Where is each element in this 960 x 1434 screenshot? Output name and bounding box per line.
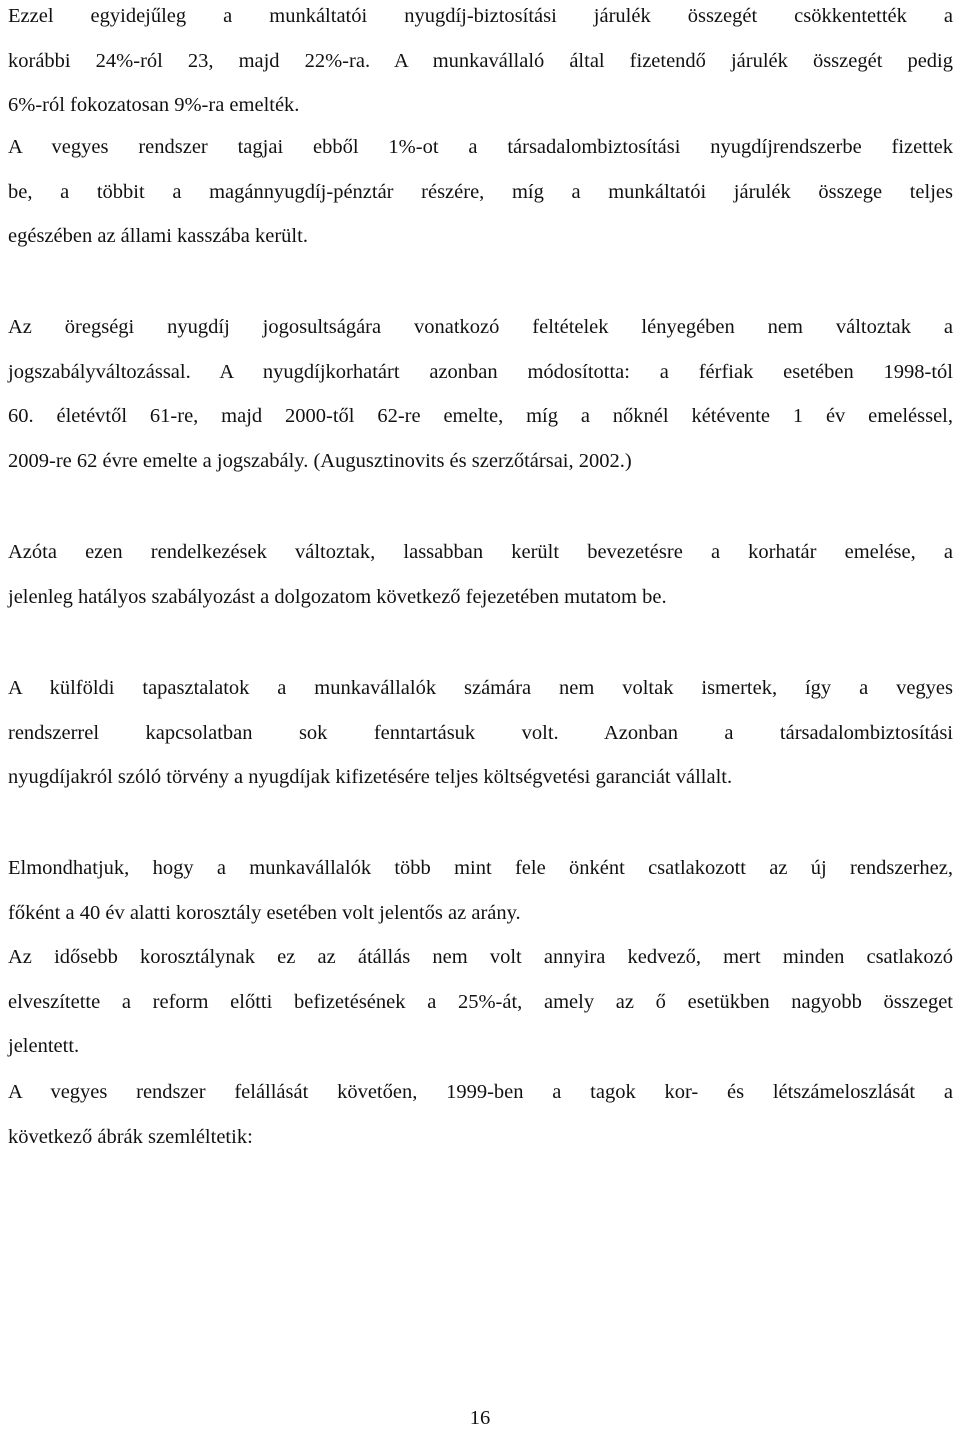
text-line: jogszabályváltozással. A nyugdíjkorhatárt azonban módosította: a férfiak esetében 1998-tól — [8, 360, 953, 383]
paragraph-figures-intro — [8, 1070, 953, 1159]
text-line: 2009-re 62 évre emelte a jogszabály. (Augusztinovits és szerzőtársai, 2002.) — [8, 449, 632, 472]
text-line: Az idősebb korosztálynak ez az átállás nem volt annyira kedvező, mert minden csatlakozó — [8, 946, 953, 968]
text-line: jelentett. — [8, 1035, 80, 1057]
text-line: A vegyes rendszer felállását követően, 1999-ben a tagok kor- és létszámeloszlását a — [8, 1081, 953, 1103]
text-line: 6%-ról fokozatosan 9%-ra emelték. — [8, 94, 300, 116]
text-line: Azóta ezen rendelkezések változtak, lassabban került bevezetésre a korhatár emelése, a — [8, 541, 953, 563]
text-line: A vegyes rendszer tagjai ebből 1%-ot a társadalombiztosítási nyugdíjrendszerbe fizettek — [8, 136, 953, 158]
text-line: korábbi 24%-ról 23, majd 22%-ra. A munkavállaló által fizetendő járulék összegét pedig — [8, 49, 953, 72]
paragraph-joining-rate — [8, 846, 953, 935]
text-line: rendszerrel kapcsolatban sok fenntartásuk volt. Azonban a társadalombiztosítási — [8, 721, 953, 744]
paragraph-foreign-experience — [8, 666, 953, 800]
text-line: egészében az állami kasszába került. — [8, 225, 308, 247]
paragraph-retirement-age — [8, 305, 953, 483]
text-line: Elmondhatjuk, hogy a munkavállalók több mint fele önként csatlakozott az új rendszerhez, — [8, 857, 953, 879]
text-line: nyugdíjakról szóló törvény a nyugdíjak kifizetésére teljes költségvetési garanciát vállalt. — [8, 766, 733, 788]
text-line: elveszítette a reform előtti befizetésének a 25%-át, amely az ő esetükben nagyobb összeget — [8, 990, 953, 1013]
text-line: 60. életévtől 61-re, majd 2000-től 62-re emelte, míg a nőknél kétévente 1 év emeléssel, — [8, 405, 953, 427]
text-line: Ezzel egyidejűleg a munkáltatói nyugdíj-biztosítási járulék összegét csökkentették a — [8, 5, 953, 27]
paragraph-changes-since — [8, 530, 953, 619]
text-line: be, a többit a magánnyugdíj-pénztár részére, míg a munkáltatói járulék összege teljes — [8, 180, 953, 203]
page-number: 16 — [469, 1407, 491, 1429]
paragraph-contribution-rates — [8, 0, 953, 128]
text-line: A külföldi tapasztalatok a munkavállalók számára nem voltak ismertek, így a vegyes — [8, 677, 953, 699]
paragraph-mixed-system-members — [8, 125, 953, 259]
text-line: Az öregségi nyugdíj jogosultságára vonatkozó feltételek lényegében nem változtak a — [8, 316, 953, 338]
paragraph-older-generation — [8, 935, 953, 1069]
text-line: főként a 40 év alatti korosztály esetében volt jelentős az arány. — [8, 901, 521, 924]
text-line: jelenleg hatályos szabályozást a dolgozatom következő fejezetében mutatom be. — [8, 585, 667, 608]
text-line: következő ábrák szemléltetik: — [8, 1125, 253, 1148]
